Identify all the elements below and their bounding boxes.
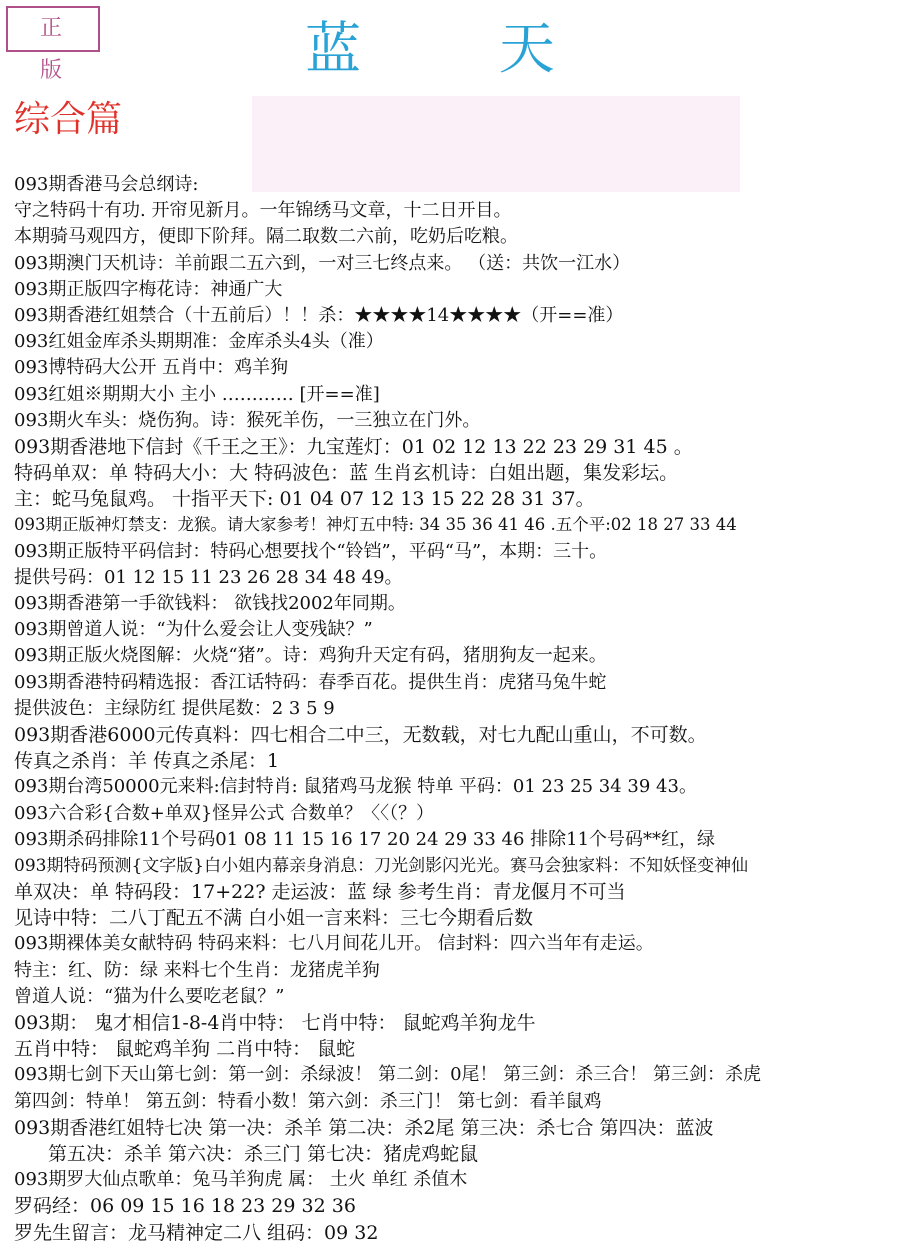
text-line: 093期： 鬼才相信1-8-4肖中特： 七肖中特： 鼠蛇鸡羊狗龙牛 <box>14 1012 536 1034</box>
text-line: 093期正版神灯禁支：龙猴。请大家参考！神灯五中特: 34 35 36 41 46 .五个平:02 18 27 33 44 <box>14 515 737 535</box>
text-line: 093期罗大仙点歌单：兔马羊狗虎 属： 土火 单红 杀值木 <box>14 1169 468 1191</box>
text-line: 第五决：杀羊 第六决：杀三门 第七决：猪虎鸡蛇鼠 <box>48 1142 479 1165</box>
text-line: 特码单双：单 特码大小：大 特码波色：蓝 生肖玄机诗：白姐出题，集发彩坛。 <box>14 462 679 485</box>
text-line: 093期香港红姐禁合（十五前后）！！杀：★★★★14★★★★（开==准） <box>14 304 624 326</box>
text-line: 本期骑马观四方，便即下阶拜。隔二取数二六前，吃奶后吃粮。 <box>14 226 518 248</box>
text-line: 第四剑：特单！ 第五剑：特看小数！第六剑：杀三门！ 第七剑：看羊鼠鸡 <box>14 1090 602 1112</box>
text-line: 093期香港红姐特七决 第一决：杀羊 第二决：杀2尾 第三决：杀七合 第四决：蓝波 <box>14 1116 714 1139</box>
page-title: 蓝 天 <box>305 17 615 82</box>
text-line: 093期香港第一手欲钱料： 欲钱找2002年同期。 <box>14 593 406 614</box>
text-line: 093红姐※期期大小 主小 ………… [开==准] <box>14 383 380 405</box>
text-line: 罗先生留言：龙马精神定二八 组码：09 32 <box>14 1221 379 1244</box>
text-line: 提供号码：01 12 15 11 23 26 28 34 48 49。 <box>14 566 403 588</box>
text-line: 093期特码预测{文字版}白小姐内幕亲身消息：刀光剑影闪光光。赛马会独家料：不知妖怪变神仙 <box>14 855 749 876</box>
text-line: 见诗中特：二八丁配五不满 白小姐一言来料：三七今期看后数 <box>14 907 534 930</box>
text-line: 093期澳门天机诗：羊前跟二五六到，一对三七终点来。 （送：共饮一江水） <box>14 252 631 274</box>
text-line: 093期香港6000元传真料：四七相合二中三，无数载，对七九配山重山，不可数。 <box>14 723 707 746</box>
text-line: 093博特码大公开 五肖中：鸡羊狗 <box>14 357 289 379</box>
text-line: 单双决：单 特码段：17+22? 走运波：蓝 绿 参考生肖：青龙偃月不可当 <box>14 881 626 904</box>
text-line: 093六合彩{合数+单双}怪异公式 合数单？〈〈（？） <box>14 802 435 824</box>
edition-badge: 正 版 <box>6 6 100 52</box>
text-line: 五肖中特： 鼠蛇鸡羊狗 二肖中特： 鼠蛇 <box>14 1038 356 1061</box>
section-heading: 综合篇 <box>14 99 123 140</box>
text-line: 093期火车头：烧伤狗。诗：猴死羊伤，一三独立在门外。 <box>14 409 481 431</box>
text-line: 093期正版火烧图解：火烧“猪”。诗：鸡狗升天定有码，猪朋狗友一起来。 <box>14 645 607 667</box>
text-line: 093期香港特码精选报：香江话特码：春季百花。提供生肖：虎猪马兔牛蛇 <box>14 671 607 693</box>
content-body <box>14 172 898 1246</box>
text-line: 093期正版四字梅花诗：神通广大 <box>14 278 283 300</box>
text-line: 罗码经：06 09 15 16 18 23 29 32 36 <box>14 1195 356 1218</box>
text-line: 093期正版特平码信封：特码心想要找个“铃铛”，平码“马”，本期：三十。 <box>14 540 608 562</box>
text-line: 特主：红、防：绿 来料七个生肖：龙猪虎羊狗 <box>14 959 380 981</box>
text-line: 守之特码十有功. 开帘见新月。一年锦绣马文章，十二日开目。 <box>14 200 512 222</box>
text-line: 093期台湾50000元来料:信封特肖: 鼠猪鸡马龙猴 特单 平码：01 23 25 34 39 43。 <box>14 776 697 798</box>
text-line: 曾道人说：“猫为什么要吃老鼠？” <box>14 985 285 1007</box>
text-line: 093期裸体美女献特码 特码来料：七八月间花儿开。 信封料：四六当年有走运。 <box>14 933 654 955</box>
text-line: 093期七剑下天山第七剑：第一剑：杀绿波！ 第二剑：0尾！ 第三剑：杀三合！ 第三剑：杀虎 <box>14 1064 761 1086</box>
text-line: 093红姐金库杀头期期准：金库杀头4头（准） <box>14 331 384 353</box>
text-line: 093期杀码排除11个号码01 08 11 15 16 17 20 24 29 33 46 排除11个号码**红，绿 <box>14 828 716 850</box>
text-line: 传真之杀肖：羊 传真之杀尾：1 <box>14 750 280 773</box>
text-line: 主：蛇马兔鼠鸡。 十指平天下: 01 04 07 12 13 15 22 28 31 37。 <box>14 488 595 511</box>
text-line: 提供波色：主绿防红 提供尾数：2 3 5 9 <box>14 697 335 719</box>
text-line: 093期香港马会总纲诗: <box>14 174 199 195</box>
text-line: 093期曾道人说：“为什么爱会让人变残缺？” <box>14 619 373 641</box>
text-line: 093期香港地下信封《千王之王》：九宝莲灯：01 02 12 13 22 23 29 31 45 。 <box>14 435 693 458</box>
